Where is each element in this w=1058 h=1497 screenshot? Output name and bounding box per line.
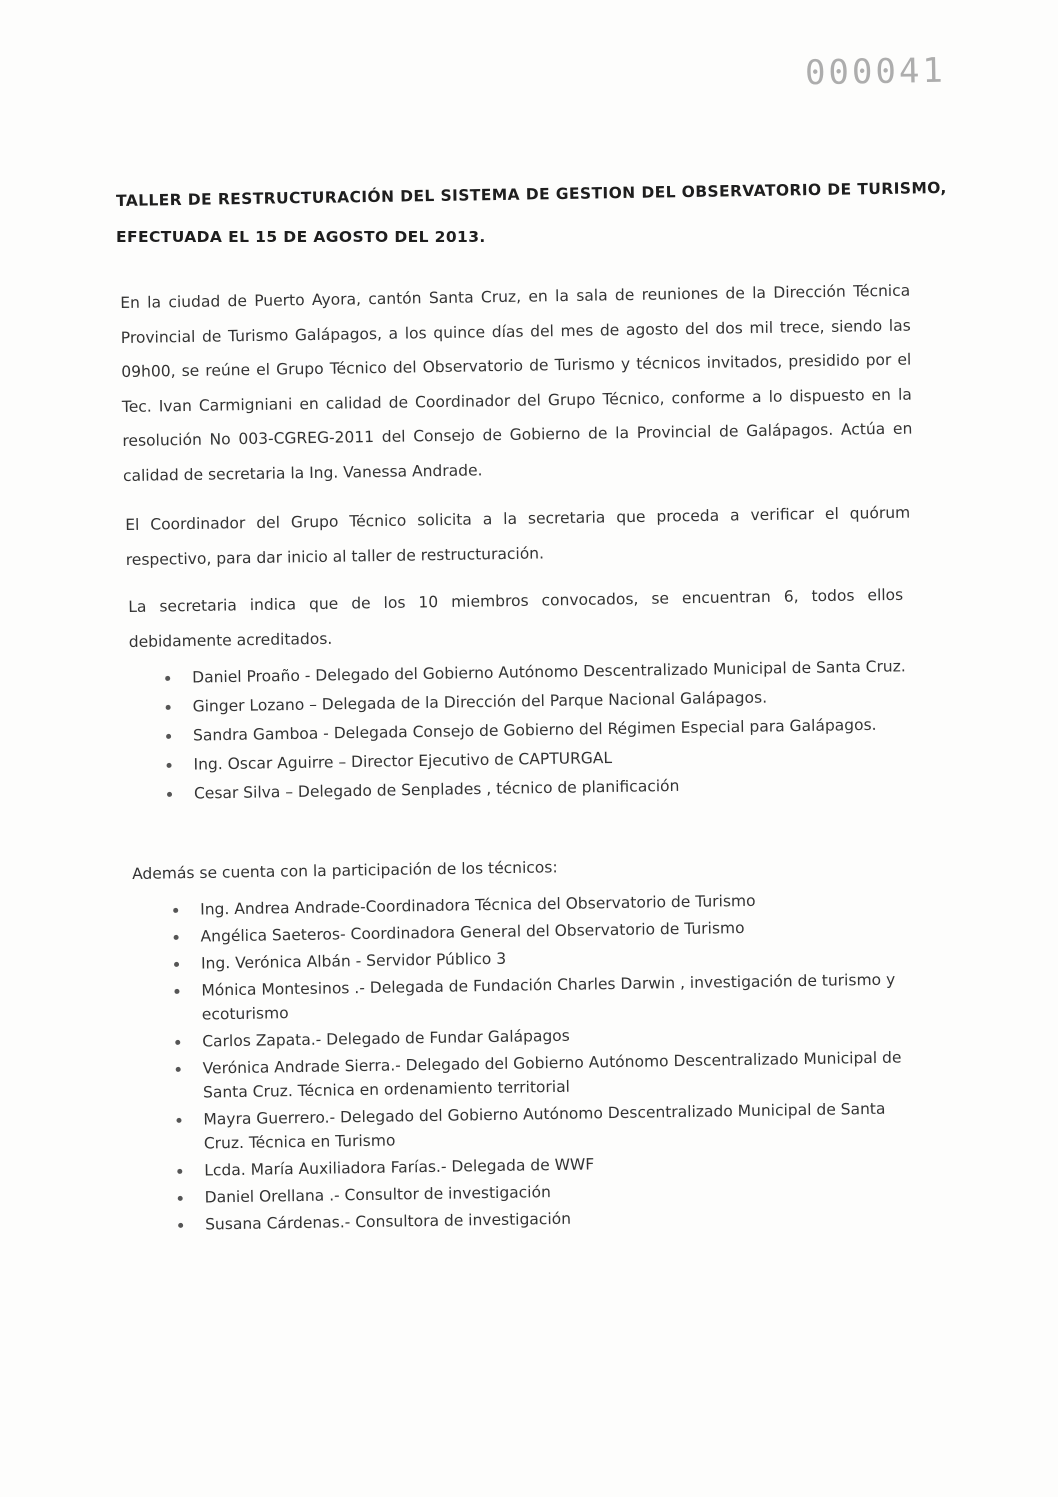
members-list xyxy=(162,654,909,811)
list-item: Ing. Verónica Albán - Servidor Público 3 xyxy=(171,940,916,976)
technicians-list xyxy=(170,886,920,1240)
list-item: Daniel Orellana .- Consultor de investigación xyxy=(175,1174,920,1210)
list-item: Lcda. María Auxiliadora Farías.- Delegada de WWF xyxy=(174,1147,919,1183)
quorum-verification-paragraph: La secretaria indica que de los 10 miembros convocados, se encuentran 6, todos ellos debidamente acreditados. xyxy=(128,585,904,651)
list-item: Mayra Guerrero.- Delegado del Gobierno Autónomo Descentralizado Municipal de Santa Cruz. Técnica en Turismo xyxy=(173,1096,919,1156)
list-item: Verónica Andrade Sierra.- Delegado del Gobierno Autónomo Descentralizado Municipal de Santa Cruz. Técnica en ordenamiento territorial xyxy=(172,1045,918,1105)
list-item: Carlos Zapata.- Delegado de Fundar Galápagos xyxy=(172,1018,917,1054)
list-item: Susana Cárdenas.- Consultora de investigación xyxy=(175,1201,920,1237)
page-number-stamp: 000041 xyxy=(804,50,947,94)
document-title-line-1: TALLER DE RESTRUCTURACIÓN DEL SISTEMA DE GESTION DEL OBSERVATORIO DE TURISMO, xyxy=(115,178,947,210)
list-item: Sandra Gamboa - Delegada Consejo de Gobierno del Régimen Especial para Galápagos. xyxy=(163,712,908,748)
list-item: Angélica Saeteros- Coordinadora General del Observatorio de Turismo xyxy=(170,913,915,949)
opening-paragraph: En la ciudad de Puerto Ayora, cantón Santa Cruz, en la sala de reuniones de la Dirección Técnica Provincial de Turismo Galápagos, a los quince días del mes de agosto del dos mil trece, siendo las 09h00, se reúne el Grupo Técnico del Observatorio de Turismo y técnicos invitados, presidido por el Tec. Ivan Carmigniani en calidad de Coordinador del Grupo Técnico, conforme a lo dispuesto en la resolución No 003-CGREG-2011 del Consejo de Gobierno de la Provincial de Galápagos. Actúa en calidad de secretaria la Ing. Vanessa Andrade. xyxy=(120,281,913,485)
list-item: Ing. Oscar Aguirre – Director Ejecutivo de CAPTURGAL xyxy=(163,741,908,777)
list-item: Ing. Andrea Andrade-Coordinadora Técnica del Observatorio de Turismo xyxy=(170,886,915,922)
list-item: Mónica Montesinos .- Delegada de Fundación Charles Darwin , investigación de turismo y ecoturismo xyxy=(171,967,917,1027)
technicians-intro: Además se cuenta con la participación de los técnicos: xyxy=(132,858,558,883)
list-item: Ginger Lozano – Delegada de la Dirección del Parque Nacional Galápagos. xyxy=(162,683,907,719)
document-title-line-2: EFECTUADA EL 15 DE AGOSTO DEL 2013. xyxy=(116,228,486,246)
list-item: Cesar Silva – Delegado de Senplades , técnico de planificación xyxy=(164,770,909,806)
list-item: Daniel Proaño - Delegado del Gobierno Autónomo Descentralizado Municipal de Santa Cruz. xyxy=(162,654,907,690)
quorum-request-paragraph: El Coordinador del Grupo Técnico solicita a la secretaria que proceda a verificar el quórum respectivo, para dar inicio al taller de restructuración. xyxy=(125,503,911,569)
